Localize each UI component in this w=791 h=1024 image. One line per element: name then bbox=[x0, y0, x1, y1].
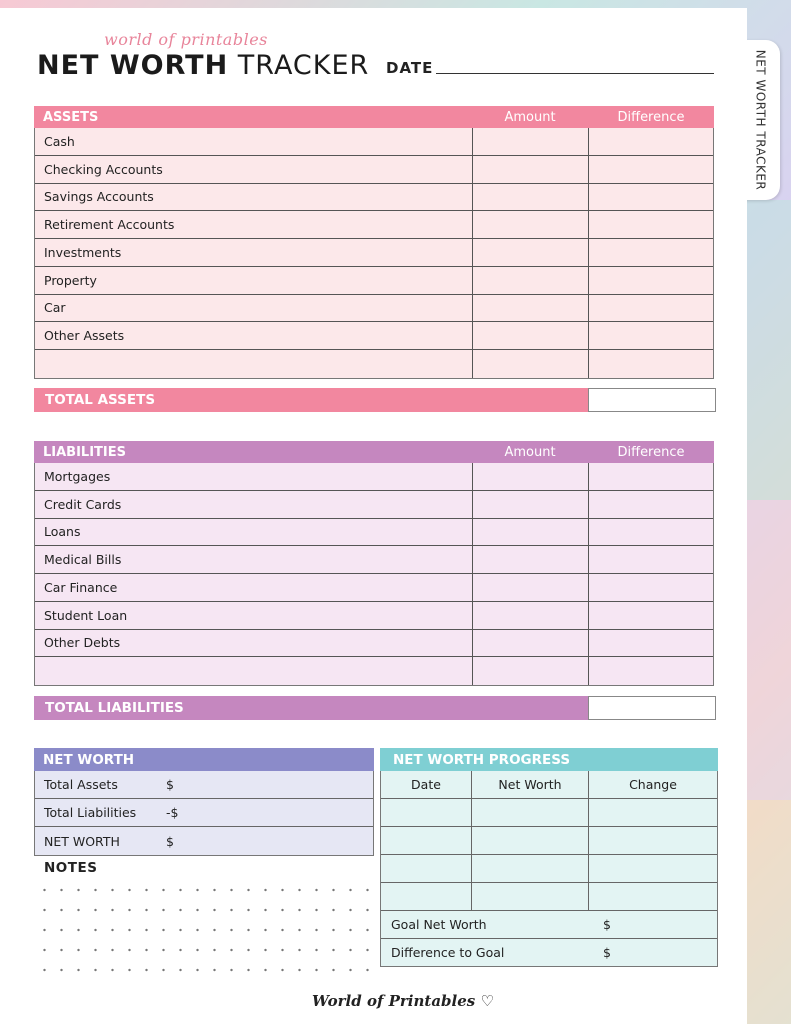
net-worth-row-label: Total Liabilities bbox=[44, 805, 137, 820]
assets-body bbox=[34, 128, 714, 379]
notes-title: NOTES bbox=[44, 860, 98, 876]
row-label: Other Debts bbox=[35, 630, 473, 657]
row-label: Mortgages bbox=[35, 463, 473, 490]
difference-cell[interactable] bbox=[589, 184, 713, 211]
notes-dot-grid[interactable] bbox=[36, 880, 376, 975]
amount-cell[interactable] bbox=[473, 128, 589, 155]
amount-cell[interactable] bbox=[473, 491, 589, 518]
table-row bbox=[35, 239, 713, 267]
progress-column-headers bbox=[381, 771, 717, 799]
amount-cell[interactable] bbox=[473, 156, 589, 183]
networth-cell[interactable] bbox=[472, 827, 589, 854]
progress-body bbox=[380, 771, 718, 967]
amount-cell[interactable] bbox=[473, 239, 589, 266]
row-label: Credit Cards bbox=[35, 491, 473, 518]
background-pattern bbox=[747, 800, 791, 1024]
amount-cell[interactable] bbox=[473, 267, 589, 294]
assets-header bbox=[34, 106, 714, 128]
amount-cell[interactable] bbox=[473, 657, 589, 685]
difference-cell[interactable] bbox=[589, 657, 713, 685]
currency-sign: $ bbox=[603, 944, 611, 960]
difference-cell[interactable] bbox=[589, 156, 713, 183]
networth-cell[interactable] bbox=[472, 855, 589, 882]
total-assets-value[interactable] bbox=[588, 388, 716, 412]
total-liabilities-value[interactable] bbox=[588, 696, 716, 720]
amount-cell[interactable] bbox=[473, 630, 589, 657]
row-label: Retirement Accounts bbox=[35, 211, 473, 238]
difference-cell[interactable] bbox=[589, 211, 713, 238]
difference-to-goal-label: Difference to Goal bbox=[391, 944, 505, 960]
amount-cell[interactable] bbox=[473, 546, 589, 573]
difference-cell[interactable] bbox=[589, 267, 713, 294]
total-liabilities-row bbox=[34, 696, 716, 720]
brand-script: world of printables bbox=[104, 30, 268, 49]
goal-net-worth-label: Goal Net Worth bbox=[391, 916, 487, 932]
row-label: Savings Accounts bbox=[35, 184, 473, 211]
net-worth-progress-box bbox=[380, 748, 718, 967]
total-liabilities-label: TOTAL LIABILITIES bbox=[34, 696, 588, 720]
amount-cell[interactable] bbox=[473, 574, 589, 601]
difference-cell[interactable] bbox=[589, 463, 713, 490]
difference-cell[interactable] bbox=[589, 491, 713, 518]
table-row bbox=[35, 630, 713, 658]
liabilities-amount-header: Amount bbox=[504, 444, 556, 460]
difference-cell[interactable] bbox=[589, 350, 713, 378]
difference-cell[interactable] bbox=[589, 602, 713, 629]
currency-sign: $ bbox=[603, 916, 611, 932]
net-worth-row-label: Total Assets bbox=[44, 777, 118, 792]
table-row bbox=[35, 128, 713, 156]
table-row bbox=[35, 267, 713, 295]
amount-cell[interactable] bbox=[473, 211, 589, 238]
row-label: Loans bbox=[35, 519, 473, 546]
liabilities-title: LIABILITIES bbox=[43, 444, 126, 460]
date-cell[interactable] bbox=[381, 855, 472, 882]
row-label: Checking Accounts bbox=[35, 156, 473, 183]
change-cell[interactable] bbox=[589, 883, 717, 910]
currency-sign: $ bbox=[166, 777, 174, 792]
title-bold: NET WORTH bbox=[37, 50, 229, 81]
row-label: Other Assets bbox=[35, 322, 473, 349]
date-field[interactable] bbox=[436, 73, 714, 74]
difference-cell[interactable] bbox=[589, 128, 713, 155]
assets-table bbox=[34, 106, 714, 379]
row-label: Car Finance bbox=[35, 574, 473, 601]
table-row bbox=[35, 295, 713, 323]
table-row bbox=[35, 211, 713, 239]
table-row bbox=[35, 322, 713, 350]
row-label: Cash bbox=[35, 128, 473, 155]
change-cell[interactable] bbox=[589, 799, 717, 826]
row-label: Property bbox=[35, 267, 473, 294]
net-worth-row[interactable] bbox=[35, 827, 373, 855]
amount-cell[interactable] bbox=[473, 350, 589, 378]
liabilities-difference-header: Difference bbox=[617, 444, 685, 460]
liabilities-table bbox=[34, 441, 714, 686]
progress-header: NET WORTH PROGRESS bbox=[380, 748, 718, 771]
table-row bbox=[35, 574, 713, 602]
page-title bbox=[37, 50, 369, 81]
total-assets-row bbox=[34, 388, 716, 412]
table-row bbox=[35, 546, 713, 574]
date-cell[interactable] bbox=[381, 827, 472, 854]
total-assets-label: TOTAL ASSETS bbox=[34, 388, 588, 412]
table-row bbox=[35, 350, 713, 378]
row-label: Car bbox=[35, 295, 473, 322]
date-cell[interactable] bbox=[381, 883, 472, 910]
table-row bbox=[35, 602, 713, 630]
amount-cell[interactable] bbox=[473, 295, 589, 322]
table-row bbox=[381, 827, 717, 855]
liabilities-body bbox=[34, 463, 714, 686]
amount-cell[interactable] bbox=[473, 184, 589, 211]
table-row bbox=[381, 883, 717, 911]
difference-cell[interactable] bbox=[589, 322, 713, 349]
assets-amount-header: Amount bbox=[504, 109, 556, 125]
table-row bbox=[35, 184, 713, 212]
side-tab-label: NET WORTH TRACKER bbox=[753, 49, 767, 191]
progress-networth-header: Net Worth bbox=[472, 771, 589, 798]
table-row bbox=[381, 855, 717, 883]
goal-net-worth-row[interactable] bbox=[381, 911, 717, 939]
net-worth-row[interactable] bbox=[35, 771, 373, 799]
row-label: Investments bbox=[35, 239, 473, 266]
table-row bbox=[35, 156, 713, 184]
currency-sign: $ bbox=[166, 833, 174, 849]
amount-cell[interactable] bbox=[473, 602, 589, 629]
row-label[interactable] bbox=[35, 657, 473, 685]
date-label: DATE bbox=[386, 59, 434, 77]
difference-cell[interactable] bbox=[589, 574, 713, 601]
footer-brand-logo: World of Printables ♡ bbox=[312, 992, 494, 1010]
currency-sign: -$ bbox=[166, 805, 179, 820]
net-worth-row[interactable] bbox=[35, 799, 373, 827]
row-label[interactable] bbox=[35, 350, 473, 378]
row-label: Medical Bills bbox=[35, 546, 473, 573]
amount-cell[interactable] bbox=[473, 463, 589, 490]
net-worth-row-label: NET WORTH bbox=[44, 833, 120, 849]
table-row bbox=[35, 491, 713, 519]
progress-date-header: Date bbox=[381, 771, 472, 798]
difference-cell[interactable] bbox=[589, 519, 713, 546]
row-label: Student Loan bbox=[35, 602, 473, 629]
networth-cell[interactable] bbox=[472, 799, 589, 826]
net-worth-header: NET WORTH bbox=[34, 748, 374, 771]
assets-difference-header: Difference bbox=[617, 109, 685, 125]
table-row bbox=[35, 657, 713, 685]
liabilities-header bbox=[34, 441, 714, 463]
difference-cell[interactable] bbox=[589, 295, 713, 322]
assets-title: ASSETS bbox=[43, 109, 99, 125]
background-pattern bbox=[747, 500, 791, 800]
background-pattern bbox=[747, 200, 791, 500]
table-row bbox=[35, 463, 713, 491]
change-cell[interactable] bbox=[589, 827, 717, 854]
networth-cell[interactable] bbox=[472, 883, 589, 910]
table-row bbox=[35, 519, 713, 547]
table-row bbox=[381, 799, 717, 827]
difference-cell[interactable] bbox=[589, 546, 713, 573]
net-worth-box bbox=[34, 748, 374, 856]
title-light: TRACKER bbox=[237, 50, 370, 81]
amount-cell[interactable] bbox=[473, 519, 589, 546]
amount-cell[interactable] bbox=[473, 322, 589, 349]
difference-cell[interactable] bbox=[589, 239, 713, 266]
change-cell[interactable] bbox=[589, 855, 717, 882]
date-cell[interactable] bbox=[381, 799, 472, 826]
net-worth-body bbox=[34, 771, 374, 856]
progress-change-header: Change bbox=[629, 777, 677, 792]
difference-cell[interactable] bbox=[589, 630, 713, 657]
difference-to-goal-row[interactable] bbox=[381, 939, 717, 967]
